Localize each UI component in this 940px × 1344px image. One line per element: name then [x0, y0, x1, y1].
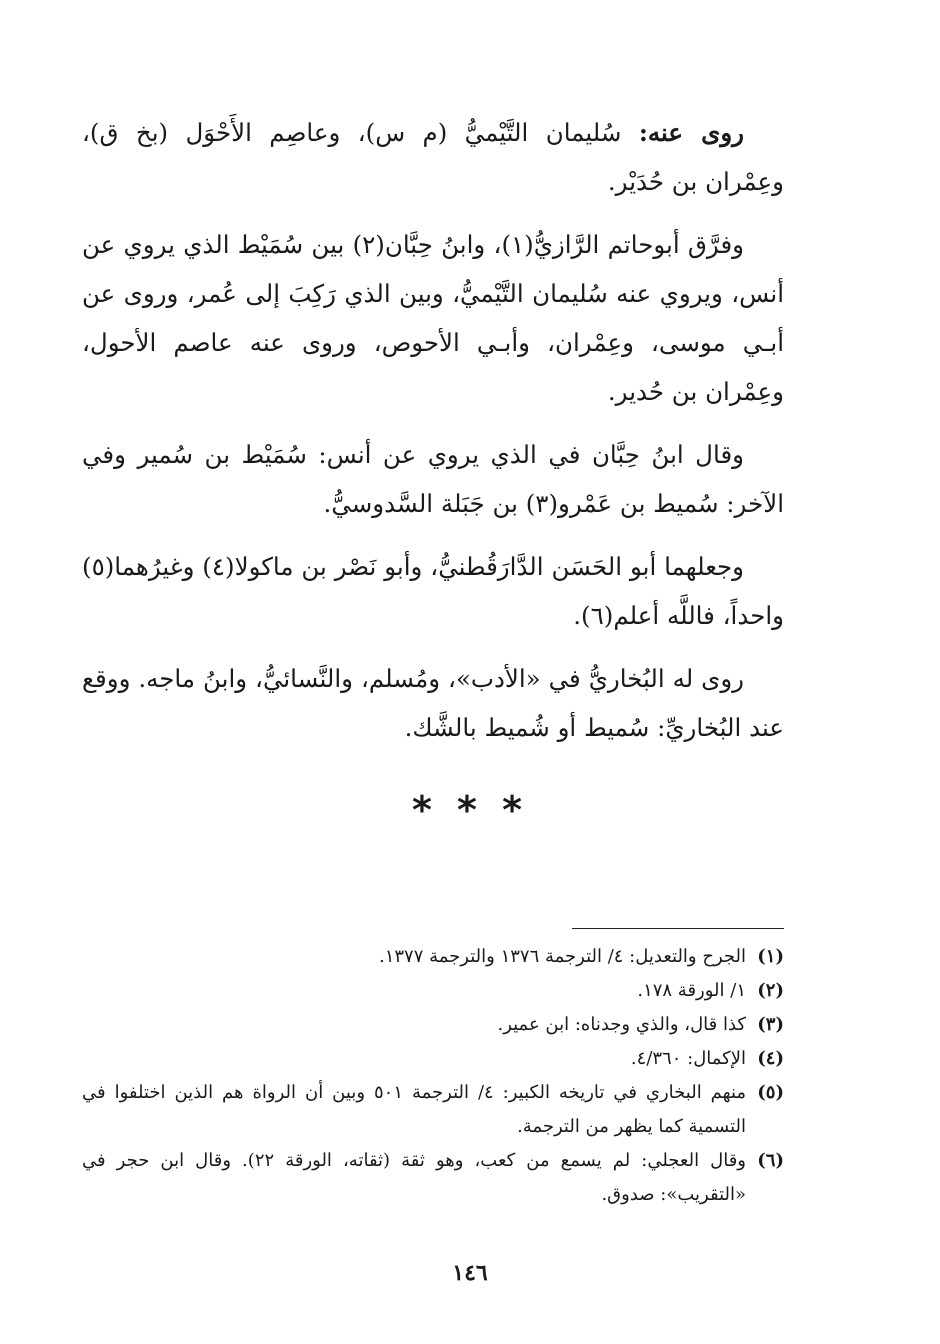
main-text [82, 108, 784, 766]
footnote-number: (٣) [757, 1014, 784, 1035]
footnote-number: (١) [757, 946, 784, 967]
page-number: ١٤٦ [452, 1260, 488, 1286]
footnote-6 [82, 1144, 784, 1212]
footnote-text: الإكمال: ٤/٣٦٠. [630, 1048, 746, 1069]
footnotes [82, 940, 784, 1212]
paragraph-bukhari [82, 654, 784, 752]
footnote-1 [82, 940, 784, 974]
paragraph-text: روى له البُخاريُّ في «الأدب»، ومُسلم، والنَّسائيُّ، وابنُ ماجه. ووقع عند البُخاريِّ: سُميط أو شُميط بالشَّك. [82, 664, 784, 742]
footnote-divider [572, 928, 784, 929]
section-separator: * * * [411, 788, 529, 832]
paragraph-text: وجعلهما أبو الحَسَن الدَّارَقُطنيُّ، وأبو نَصْر بن ماكولا(٤) وغيرُهما(٥) واحداً، فاللَّه أعلم(٦). [82, 552, 784, 630]
footnote-text: كذا قال، والذي وجدناه: ابن عمير. [497, 1014, 746, 1035]
paragraph-distinction [82, 220, 784, 416]
footnote-5 [82, 1076, 784, 1144]
footnote-number: (٥) [757, 1082, 784, 1103]
paragraph-text: وفرَّق أبوحاتم الرَّازيُّ(١)، وابنُ حِبَّان(٢) بين سُمَيْط الذي يروي عن أنس، ويروي عنه سُليمان التَّيْميُّ، وبين الذي رَكِبَ إلى عُمر، وروى عن أبـي موسى، وعِمْران، وأبـي الأحوص، وروى عنه عاصم الأحول، وعِمْران بن حُدير. [82, 230, 784, 406]
paragraph-text: سُليمان التَّيْميُّ (م س)، وعاصِم الأَحْوَل (بخ ق)، وعِمْران بن حُدَيْر. [82, 118, 784, 196]
paragraph-text: وقال ابنُ حِبَّان في الذي يروي عن أنس: سُمَيْط بن سُمير وفي الآخر: سُميط بن عَمْرو(٣) بن جَبَلة السَّدوسيُّ. [82, 440, 784, 518]
footnote-4 [82, 1042, 784, 1076]
footnote-2 [82, 974, 784, 1008]
footnote-number: (٤) [757, 1048, 784, 1069]
footnote-text: منهم البخاري في تاريخه الكبير: ٤/ الترجمة ٥٠١ وبين أن الرواة هم الذين اختلفوا في التسمية كما يظهر من الترجمة. [82, 1082, 747, 1137]
paragraph-daraqutni [82, 542, 784, 640]
footnote-text: ١/ الورقة ١٧٨. [637, 980, 746, 1001]
paragraph-lead: روى عنه: [638, 118, 745, 147]
footnote-number: (٢) [757, 980, 784, 1001]
paragraph-narrators [82, 108, 784, 206]
footnote-number: (٦) [757, 1150, 784, 1171]
paragraph-ibn-hibban [82, 430, 784, 528]
footnote-text: وقال العجلي: لم يسمع من كعب، وهو ثقة (ثقاته، الورقة ٢٢). وقال ابن حجر في «التقريب»: صدوق. [82, 1150, 746, 1205]
footnote-3 [82, 1008, 784, 1042]
footnote-text: الجرح والتعديل: ٤/ الترجمة ١٣٧٦ والترجمة ١٣٧٧. [378, 946, 746, 967]
